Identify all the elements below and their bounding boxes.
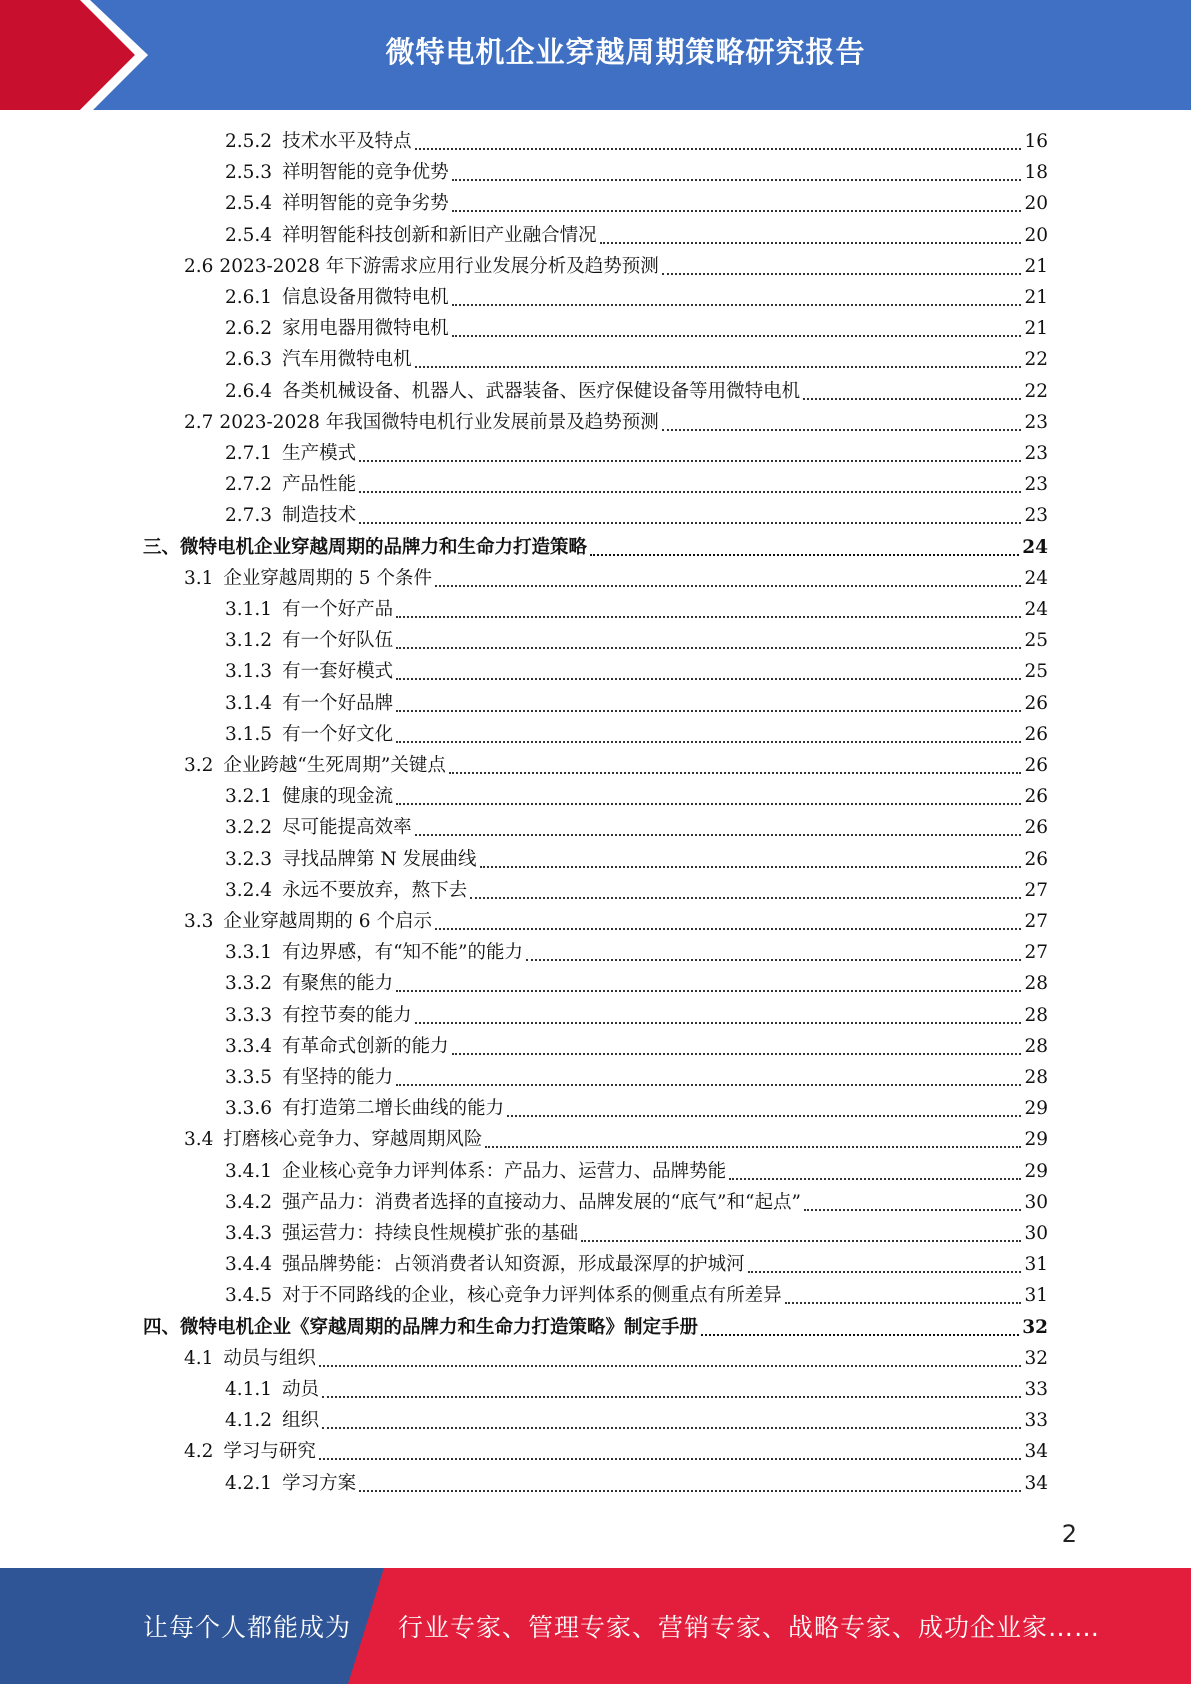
toc-leader-dots <box>396 709 1021 712</box>
toc-entry[interactable] <box>225 1218 1048 1249</box>
page-footer <box>0 1568 1191 1684</box>
toc-entry-number: 4.1.1 <box>225 1379 273 1400</box>
toc-leader-dots <box>322 1426 1021 1429</box>
toc-entry-number: 4.2 <box>184 1441 214 1463</box>
toc-entry[interactable] <box>225 1093 1048 1124</box>
toc-entry-number: 2.5.3 <box>225 162 273 184</box>
toc-entry-number: 2.6.1 <box>225 287 273 308</box>
toc-leader-dots <box>785 1301 1022 1304</box>
toc-entry[interactable] <box>225 844 1048 875</box>
toc-entry[interactable] <box>143 532 1048 563</box>
toc-entry-title: 永远不要放弃，熬下去 <box>282 879 468 901</box>
toc-entry-number: 3.4.1 <box>225 1160 273 1182</box>
toc-leader-dots <box>435 927 1021 930</box>
toc-entry-title: 对于不同路线的企业，核心竞争力评判体系的侧重点有所差异 <box>282 1285 782 1307</box>
toc-entry-page: 24 <box>1024 567 1048 589</box>
toc-entry-number: 2.6.3 <box>225 349 273 371</box>
toc-entry-title: 动员与组织 <box>223 1347 316 1369</box>
toc-entry[interactable] <box>225 220 1048 251</box>
toc-entry-number: 3.2.3 <box>225 848 273 870</box>
toc-entry[interactable] <box>225 1405 1048 1436</box>
footer-slogan-right: 行业专家、管理专家、营销专家、战略专家、成功企业家…… <box>398 1613 1101 1642</box>
toc-entry[interactable] <box>225 188 1048 219</box>
toc-entry-page: 26 <box>1024 692 1048 714</box>
toc-entry-page: 23 <box>1024 411 1048 433</box>
toc-entry-number: 3.4.5 <box>225 1285 273 1307</box>
toc-entry-page: 23 <box>1024 443 1048 464</box>
toc-leader-dots <box>804 1208 1022 1211</box>
toc-entry[interactable] <box>225 968 1048 999</box>
toc-leader-dots <box>319 1364 1022 1367</box>
toc-entry[interactable] <box>225 937 1048 968</box>
toc-entry-page: 28 <box>1024 973 1048 995</box>
toc-entry-page: 21 <box>1024 255 1048 277</box>
toc-entry-number: 3.1.5 <box>225 723 273 745</box>
toc-entry-number: 3.1.4 <box>225 692 273 714</box>
toc-entry-page: 26 <box>1024 848 1048 870</box>
toc-entry-number: 2.7.2 <box>225 474 273 496</box>
toc-leader-dots <box>396 1083 1021 1086</box>
toc-entry-title: 企业穿越周期的 5 个条件 <box>223 567 432 589</box>
toc-entry-title: 强运营力：持续良性规模扩张的基础 <box>282 1223 579 1244</box>
toc-entry[interactable] <box>225 812 1048 843</box>
toc-entry[interactable] <box>225 126 1048 157</box>
toc-leader-dots <box>590 553 1019 556</box>
toc-leader-dots <box>452 1052 1022 1055</box>
toc-leader-dots <box>452 303 1022 306</box>
toc-entry-title: 有聚焦的能力 <box>282 973 394 995</box>
toc-entry-number: 四、 <box>143 1316 181 1338</box>
toc-entry-page: 25 <box>1024 630 1048 652</box>
toc-entry-title: 生产模式 <box>282 443 357 464</box>
toc-entry[interactable] <box>225 1156 1048 1187</box>
toc-entry-page: 23 <box>1024 505 1048 527</box>
toc-entry-number: 3.4.2 <box>225 1191 273 1213</box>
toc-entry-page: 25 <box>1024 661 1048 683</box>
toc-entry[interactable] <box>225 1468 1048 1499</box>
toc-entry[interactable] <box>225 344 1048 375</box>
toc-entry-page: 16 <box>1024 131 1048 152</box>
toc-entry-title: 寻找品牌第 N 发展曲线 <box>282 848 477 870</box>
toc-entry-title: 产品性能 <box>282 474 357 496</box>
toc-entry-title: 健康的现金流 <box>282 786 394 808</box>
toc-leader-dots <box>480 865 1022 868</box>
toc-entry-number: 3.1.2 <box>225 630 273 652</box>
toc-entry-page: 20 <box>1024 224 1048 246</box>
toc-entry-title: 组织 <box>282 1410 320 1432</box>
toc-entry-title: 汽车用微特电机 <box>282 349 412 371</box>
toc-entry-page: 21 <box>1024 287 1048 308</box>
toc-entry-page: 31 <box>1024 1254 1048 1276</box>
toc-entry-title: 微特电机企业《穿越周期的品牌力和生命力打造策略》制定手册 <box>180 1316 699 1338</box>
toc-entry-number: 3.3.4 <box>225 1035 273 1057</box>
toc-leader-dots <box>729 1177 1021 1180</box>
toc-leader-dots <box>526 958 1021 961</box>
toc-entry-number: 2.6.2 <box>225 318 273 340</box>
toc-entry-page: 31 <box>1024 1285 1048 1307</box>
page-number: 2 <box>1061 1520 1077 1548</box>
toc-entry-title: 企业跨越“生死周期”关键点 <box>223 755 446 776</box>
toc-entry[interactable] <box>225 625 1048 656</box>
toc-entry-title: 2023-2028 年下游需求应用行业发展分析及趋势预测 <box>219 255 659 277</box>
toc-entry-page: 24 <box>1024 599 1048 620</box>
toc-entry-title: 有控节奏的能力 <box>282 1004 412 1026</box>
toc-leader-dots <box>359 490 1021 493</box>
toc-leader-dots <box>470 896 1021 899</box>
toc-entry-title: 学习与研究 <box>223 1441 316 1463</box>
toc-entry-number: 3.3.2 <box>225 973 273 995</box>
toc-leader-dots <box>359 521 1021 524</box>
toc-entry-title: 祥明智能科技创新和新旧产业融合情况 <box>282 224 597 246</box>
toc-entry-page: 27 <box>1024 911 1048 932</box>
toc-entry[interactable] <box>225 1031 1048 1062</box>
toc-entry-page: 32 <box>1024 1347 1048 1369</box>
toc-entry[interactable] <box>184 1343 1048 1374</box>
toc-entry-page: 22 <box>1024 380 1048 402</box>
toc-leader-dots <box>396 740 1021 743</box>
toc-entry[interactable] <box>184 251 1048 282</box>
toc-entry-page: 27 <box>1024 879 1048 901</box>
toc-entry-number: 4.2.1 <box>225 1472 273 1494</box>
toc-entry-number: 4.1.2 <box>225 1410 273 1432</box>
toc-entry[interactable] <box>143 1312 1048 1343</box>
toc-entry-page: 33 <box>1024 1379 1048 1400</box>
toc-entry-number: 3.1.3 <box>225 661 273 683</box>
toc-entry-title: 强产品力：消费者选择的直接动力、品牌发展的“底气”和“起点” <box>282 1191 801 1213</box>
toc-entry[interactable] <box>225 1062 1048 1093</box>
toc-entry-page: 28 <box>1024 1035 1048 1057</box>
toc-leader-dots <box>396 646 1021 649</box>
toc-entry-page: 30 <box>1024 1223 1048 1244</box>
toc-leader-dots <box>452 334 1022 337</box>
toc-entry-page: 32 <box>1022 1316 1048 1338</box>
toc-entry[interactable] <box>225 688 1048 719</box>
toc-leader-dots <box>359 1489 1021 1492</box>
toc-entry[interactable] <box>225 1280 1048 1311</box>
toc-entry-title: 学习方案 <box>282 1472 357 1494</box>
toc-entry-title: 动员 <box>282 1379 320 1400</box>
toc-leader-dots <box>415 365 1022 368</box>
toc-leader-dots <box>415 833 1022 836</box>
toc-entry-title: 有打造第二增长曲线的能力 <box>282 1098 505 1120</box>
toc-entry-page: 30 <box>1024 1191 1048 1213</box>
toc-leader-dots <box>415 147 1022 150</box>
toc-entry[interactable] <box>184 1124 1048 1155</box>
toc-leader-dots <box>435 584 1021 587</box>
report-header <box>0 0 1191 110</box>
toc-entry-title: 祥明智能的竞争优势 <box>282 162 449 184</box>
toc-entry-page: 26 <box>1024 786 1048 808</box>
toc-entry-number: 2.6.4 <box>225 380 273 402</box>
toc-entry-page: 20 <box>1024 193 1048 215</box>
toc-entry-number: 3.3.5 <box>225 1067 273 1088</box>
toc-entry-number: 2.7.1 <box>225 443 273 464</box>
toc-entry-number: 3.2 <box>184 755 214 776</box>
toc-entry[interactable] <box>184 563 1048 594</box>
toc-leader-dots <box>662 428 1022 431</box>
toc-entry-number: 2.7.3 <box>225 505 273 527</box>
toc-leader-dots <box>748 1270 1022 1273</box>
toc-entry-number: 3.4.3 <box>225 1223 273 1244</box>
toc-entry[interactable] <box>225 719 1048 750</box>
toc-entry-number: 三、 <box>143 536 181 558</box>
toc-entry-page: 18 <box>1024 162 1048 184</box>
toc-entry-title: 有坚持的能力 <box>282 1067 394 1088</box>
toc-entry[interactable] <box>225 376 1048 407</box>
toc-entry[interactable] <box>225 781 1048 812</box>
toc-entry-page: 28 <box>1024 1004 1048 1026</box>
toc-leader-dots <box>507 1114 1021 1117</box>
toc-entry-title: 企业穿越周期的 6 个启示 <box>223 911 432 932</box>
toc-entry-number: 3.1 <box>184 567 214 589</box>
toc-leader-dots <box>396 989 1021 992</box>
toc-entry-number: 3.3.6 <box>225 1098 273 1120</box>
toc-entry-page: 22 <box>1024 349 1048 371</box>
toc-entry-number: 3.2.1 <box>225 786 273 808</box>
toc-entry[interactable] <box>225 1187 1048 1218</box>
toc-entry[interactable] <box>225 875 1048 906</box>
toc-entry-title: 有一套好模式 <box>282 661 394 683</box>
toc-entry-title: 有一个好品牌 <box>282 692 394 714</box>
toc-entry[interactable] <box>225 282 1048 313</box>
toc-entry-page: 34 <box>1024 1472 1048 1494</box>
toc-entry-title: 微特电机企业穿越周期的品牌力和生命力打造策略 <box>180 536 588 558</box>
toc-entry[interactable] <box>225 438 1048 469</box>
toc-entry-title: 祥明智能的竞争劣势 <box>282 193 449 215</box>
toc-entry-number: 3.4 <box>184 1129 214 1151</box>
toc-entry-page: 28 <box>1024 1067 1048 1088</box>
toc-leader-dots <box>662 272 1022 275</box>
toc-entry[interactable] <box>225 594 1048 625</box>
toc-entry-page: 34 <box>1024 1441 1048 1463</box>
toc-entry-number: 3.4.4 <box>225 1254 273 1276</box>
toc-entry-page: 29 <box>1024 1098 1048 1120</box>
toc-entry-title: 信息设备用微特电机 <box>282 287 449 308</box>
toc-entry[interactable] <box>225 469 1048 500</box>
toc-entry[interactable] <box>225 1000 1048 1031</box>
toc-leader-dots <box>452 209 1022 212</box>
toc-entry-title: 2023-2028 年我国微特电机行业发展前景及趋势预测 <box>219 411 659 433</box>
toc-entry-number: 3.3.3 <box>225 1004 273 1026</box>
toc-leader-dots <box>396 615 1021 618</box>
toc-entry-title: 企业核心竞争力评判体系：产品力、运营力、品牌势能 <box>282 1160 727 1182</box>
toc-entry-number: 2.5.2 <box>225 131 273 152</box>
toc-entry-page: 29 <box>1024 1160 1048 1182</box>
toc-entry-title: 有一个好队伍 <box>282 630 394 652</box>
toc-entry-page: 33 <box>1024 1410 1048 1432</box>
toc-entry-number: 3.3 <box>184 911 214 932</box>
toc-leader-dots <box>600 241 1022 244</box>
toc-entry-number: 3.2.4 <box>225 879 273 901</box>
toc-leader-dots <box>396 802 1021 805</box>
toc-entry-number: 2.7 <box>184 411 214 433</box>
toc-entry-page: 27 <box>1024 942 1048 964</box>
toc-leader-dots <box>701 1333 1019 1336</box>
toc-entry-number: 3.1.1 <box>225 599 273 620</box>
toc-entry[interactable] <box>225 157 1048 188</box>
toc-entry[interactable] <box>225 656 1048 687</box>
toc-entry[interactable] <box>184 407 1048 438</box>
toc-leader-dots <box>485 1145 1021 1148</box>
toc-leader-dots <box>322 1395 1021 1398</box>
toc-entry[interactable] <box>225 1374 1048 1405</box>
toc-entry-title: 有边界感，有“知不能”的能力 <box>282 942 523 964</box>
toc-entry-number: 2.5.4 <box>225 193 273 215</box>
toc-entry-title: 技术水平及特点 <box>282 131 412 152</box>
toc-leader-dots <box>396 677 1021 680</box>
toc-entry-title: 尽可能提高效率 <box>282 817 412 839</box>
toc-leader-dots <box>452 178 1022 181</box>
toc-entry-page: 23 <box>1024 474 1048 496</box>
toc-leader-dots <box>581 1239 1021 1242</box>
toc-entry-page: 21 <box>1024 318 1048 340</box>
toc-entry[interactable] <box>225 1249 1048 1280</box>
toc-entry-number: 4.1 <box>184 1347 214 1369</box>
toc-entry-page: 26 <box>1024 723 1048 745</box>
toc-entry-page: 26 <box>1024 755 1048 776</box>
toc-entry-title: 打磨核心竞争力、穿越周期风险 <box>223 1129 483 1151</box>
toc-entry[interactable] <box>225 313 1048 344</box>
toc-entry-title: 有一个好文化 <box>282 723 394 745</box>
toc-leader-dots <box>449 771 1022 774</box>
toc-entry-number: 2.5.4 <box>225 224 273 246</box>
footer-slogan-left: 让每个人都能成为 <box>143 1613 352 1642</box>
toc-entry-title: 制造技术 <box>282 505 357 527</box>
toc-entry-page: 29 <box>1024 1129 1048 1151</box>
toc-entry[interactable] <box>184 906 1048 937</box>
toc-entry-title: 有革命式创新的能力 <box>282 1035 449 1057</box>
report-title: 微特电机企业穿越周期策略研究报告 <box>385 35 866 69</box>
toc-entry[interactable] <box>225 500 1048 531</box>
toc-entry-number: 2.6 <box>184 255 214 277</box>
toc-entry-title: 强品牌势能：占领消费者认知资源，形成最深厚的护城河 <box>282 1254 745 1276</box>
toc-leader-dots <box>319 1457 1022 1460</box>
toc-entry-title: 家用电器用微特电机 <box>282 318 449 340</box>
toc-entry-number: 3.2.2 <box>225 817 273 839</box>
toc-leader-dots <box>359 459 1021 462</box>
toc-entry-number: 3.3.1 <box>225 942 273 964</box>
toc-entry-page: 24 <box>1022 536 1048 558</box>
toc-leader-dots <box>803 397 1021 400</box>
toc-leader-dots <box>415 1021 1022 1024</box>
toc-entry-title: 各类机械设备、机器人、武器装备、医疗保健设备等用微特电机 <box>282 380 801 402</box>
toc-entry-title: 有一个好产品 <box>282 599 394 620</box>
toc-entry[interactable] <box>184 1436 1048 1467</box>
toc-entry-page: 26 <box>1024 817 1048 839</box>
toc-entry[interactable] <box>184 750 1048 781</box>
